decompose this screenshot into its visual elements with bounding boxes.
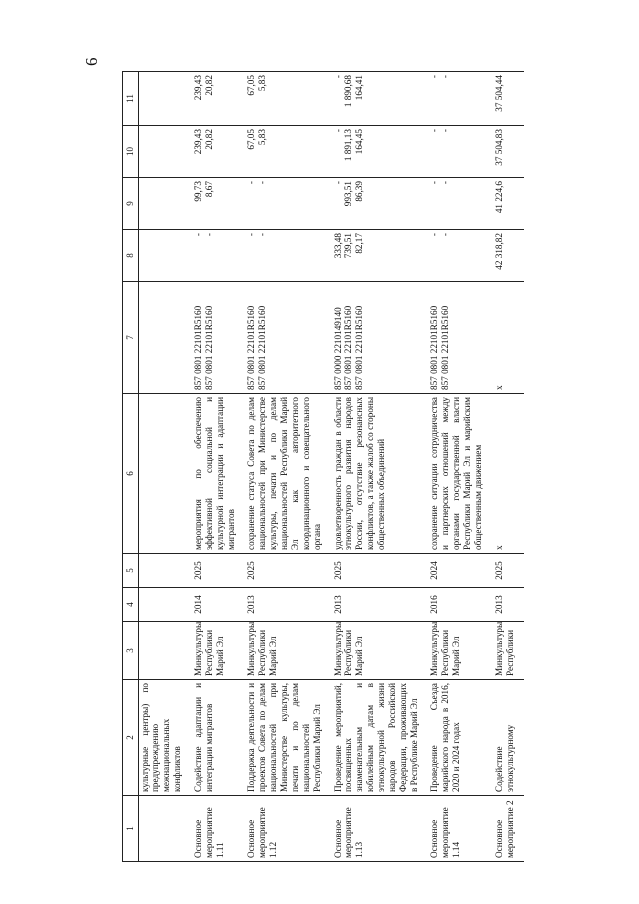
budget-code: [192, 282, 237, 394]
spacer-cell: [485, 178, 493, 230]
value-col-8-value: 82,17: [354, 233, 365, 254]
value-col-11: [332, 72, 421, 126]
expected-result: сохранение ситуации сотрудничества и партнерских отношений между органами государственной власти Республики Марий Эл и марийским общественным движением: [428, 394, 484, 554]
value-col-10-value: 164,45: [354, 129, 365, 155]
budget-code-value: 857 0801 22101R5160: [257, 305, 268, 390]
spacer-cell: [237, 588, 245, 622]
spacer-cell: [237, 72, 245, 126]
value-col-11-value: 164,41: [354, 75, 365, 101]
table-row: [245, 72, 323, 862]
spacer-cell: [485, 282, 493, 394]
value-col-8-value: -: [246, 233, 257, 237]
budget-code-value: 857 0801 22101R5160: [440, 305, 451, 390]
expected-result: сохранение статуса Совета по делам национальностей при Министерстве культуры, печати и по делам национальностей Республики Марий Эл как авторитетного координационного и совещательного органа: [245, 394, 323, 554]
value-col-8: [428, 230, 484, 282]
spacer-cell: [184, 178, 192, 230]
spacer-cell: [420, 796, 428, 862]
spacer-cell: [485, 554, 493, 588]
col-header-7: 7: [123, 282, 139, 394]
executor: Минкультуры Республики Марий Эл: [192, 622, 237, 680]
value-col-10-value: 37 504,83: [493, 129, 504, 166]
table-row: [192, 72, 237, 862]
col-header-3: 3: [123, 622, 139, 680]
budget-code: [332, 282, 421, 394]
spacer-cell: [516, 178, 524, 230]
executor: Минкультуры Республики Марий Эл: [428, 622, 484, 680]
spacer-cell: [420, 72, 428, 126]
spacer-cell: [184, 394, 192, 554]
value-col-11: [493, 72, 517, 126]
spacer-cell: [420, 230, 428, 282]
spacer-cell: [485, 126, 493, 178]
spacer-cell: [516, 282, 524, 394]
row-spacer: [485, 72, 493, 862]
value-col-9-value: 8,67: [203, 181, 214, 198]
row-spacer: [324, 72, 332, 862]
spacer-cell: [184, 72, 192, 126]
spacer-cell: [420, 394, 428, 554]
spacer-cell: [184, 622, 192, 680]
budget-code-value: 857 0801 22101R5160: [354, 305, 365, 390]
expected-result: х: [493, 394, 517, 554]
start-year: 2016: [428, 588, 484, 622]
value-col-11: [245, 72, 323, 126]
rotated-table-container: [122, 72, 602, 862]
value-col-9-value: 41 224,6: [493, 181, 504, 214]
col-header-6: 6: [123, 394, 139, 554]
spacer-cell: [237, 680, 245, 796]
col-header-4: 4: [123, 588, 139, 622]
budget-code: [138, 282, 184, 394]
spacer-cell: [184, 588, 192, 622]
value-col-8-value: -: [429, 233, 440, 237]
row-spacer: [420, 72, 428, 862]
spacer-cell: [324, 554, 332, 588]
budget-code-value: 857 0801 22101R5160: [429, 305, 440, 390]
col-header-1: 1: [123, 796, 139, 862]
col-header-11: 11: [123, 72, 139, 126]
executor: Минкультуры Республики Марий Эл: [332, 622, 421, 680]
activity-name: Проведение мероприятий, посвященных знаменательным и юбилейным датам в этнокультурной жизни народов Российской Федерации, проживающих в Республике Марий Эл: [332, 680, 421, 796]
spacer-cell: [237, 126, 245, 178]
activity-number: [138, 796, 184, 862]
start-year: 2013: [493, 588, 517, 622]
spacer-cell: [324, 622, 332, 680]
spacer-cell: [324, 680, 332, 796]
spacer-cell: [324, 394, 332, 554]
value-col-8: [192, 230, 237, 282]
value-col-11-value: -: [429, 75, 440, 79]
value-col-9: [428, 178, 484, 230]
value-col-8-value: -: [203, 233, 214, 237]
value-col-8: [245, 230, 323, 282]
value-col-9-value: -: [429, 181, 440, 185]
value-col-10-value: 5,83: [257, 129, 268, 146]
spacer-cell: [324, 178, 332, 230]
spacer-cell: [237, 178, 245, 230]
value-col-9-value: -: [246, 181, 257, 185]
spacer-cell: [516, 72, 524, 126]
spacer-cell: [485, 588, 493, 622]
value-col-11-value: 1 890,68: [343, 75, 354, 108]
spacer-cell: [485, 622, 493, 680]
page-number: 6: [82, 57, 101, 66]
row-spacer: [237, 72, 245, 862]
value-col-10-value: -: [332, 129, 343, 133]
spacer-cell: [237, 230, 245, 282]
spacer-cell: [237, 796, 245, 862]
spacer-cell: [420, 588, 428, 622]
value-col-8: [332, 230, 421, 282]
spacer-cell: [324, 126, 332, 178]
executor: Минкультуры Республики Марий Эл: [245, 622, 323, 680]
activity-number: Основное мероприятие 1.13: [332, 796, 421, 862]
budget-code-value: 857 0801 22101R5160: [193, 305, 204, 390]
budget-code-value: 857 0000 2210149140: [332, 307, 343, 390]
end-year: 2025: [192, 554, 237, 588]
activity-name: Проведение Съезда марийского народа в 2016, 2020 и 2024 годах: [428, 680, 484, 796]
executor: [138, 622, 184, 680]
activity-name: культурные центры) по предупреждению межнациональных конфликтов: [138, 680, 184, 796]
spacer-cell: [237, 622, 245, 680]
spacer-cell: [516, 796, 524, 862]
activity-name: Поддержка деятельности и проектов Совета по делам национальностей при Министерстве культуры, печати и по делам национальностей Республики Марий Эл: [245, 680, 323, 796]
spacer-cell: [516, 394, 524, 554]
spacer-cell: [516, 588, 524, 622]
end-year: 2025: [245, 554, 323, 588]
spacer-cell: [516, 554, 524, 588]
value-col-9-value: -: [440, 181, 451, 185]
table-row: [138, 72, 184, 862]
spacer-cell: [516, 230, 524, 282]
spacer-cell: [420, 282, 428, 394]
spacer-cell: [420, 554, 428, 588]
value-col-10-value: -: [429, 129, 440, 133]
spacer-cell: [420, 178, 428, 230]
spacer-cell: [184, 230, 192, 282]
spacer-cell: [485, 230, 493, 282]
spacer-cell: [237, 394, 245, 554]
value-col-11-value: 239,43: [193, 75, 204, 101]
value-col-11-value: 5,83: [257, 75, 268, 92]
program-activities-table: [122, 71, 524, 862]
value-col-10-value: 1 891,13: [343, 129, 354, 162]
value-col-8-value: 333,48: [332, 233, 343, 259]
spacer-cell: [420, 622, 428, 680]
value-col-11: [428, 72, 484, 126]
activity-number: Основное мероприятие 1.12: [245, 796, 323, 862]
value-col-8-value: 42 318,82: [493, 233, 504, 270]
col-header-8: 8: [123, 230, 139, 282]
value-col-9: [332, 178, 421, 230]
value-col-10: [138, 126, 184, 178]
col-header-5: 5: [123, 554, 139, 588]
budget-code: [245, 282, 323, 394]
value-col-9: [138, 178, 184, 230]
value-col-10: [245, 126, 323, 178]
col-header-2: 2: [123, 680, 139, 796]
value-col-11-value: 67,05: [246, 75, 257, 96]
value-col-9: [192, 178, 237, 230]
start-year: 2014: [192, 588, 237, 622]
value-col-10-value: -: [440, 129, 451, 133]
spacer-cell: [485, 394, 493, 554]
budget-code-value: х: [493, 385, 504, 390]
spacer-cell: [184, 680, 192, 796]
value-col-11-value: -: [332, 75, 343, 79]
spacer-cell: [184, 796, 192, 862]
expected-result: удовлетворенность граждан в области этнокультурного развития народов России, отсутствие резонансных конфликтов, а также жалоб со стороны общественных объединений: [332, 394, 421, 554]
value-col-11-value: 20,82: [203, 75, 214, 96]
spacer-cell: [516, 622, 524, 680]
spacer-cell: [420, 126, 428, 178]
value-col-8-value: -: [257, 233, 268, 237]
value-col-8-value: -: [440, 233, 451, 237]
activity-name: Содействие адаптации и интеграции мигрантов: [192, 680, 237, 796]
spacer-cell: [324, 588, 332, 622]
value-col-8: [138, 230, 184, 282]
activity-number: Основное мероприятие 2: [493, 796, 517, 862]
value-col-9-value: 993,51: [343, 181, 354, 207]
budget-code-value: 857 0801 22101R5160: [343, 305, 354, 390]
value-col-11: [192, 72, 237, 126]
start-year: 2013: [245, 588, 323, 622]
start-year: [138, 588, 184, 622]
end-year: 2024: [428, 554, 484, 588]
spacer-cell: [237, 282, 245, 394]
value-col-8-value: 739,51: [343, 233, 354, 259]
spacer-cell: [516, 126, 524, 178]
value-col-10: [428, 126, 484, 178]
value-col-9: [245, 178, 323, 230]
end-year: 2025: [332, 554, 421, 588]
header-row: [123, 72, 139, 862]
value-col-10-value: 67,05: [246, 129, 257, 150]
budget-code-value: 857 0801 22101R5160: [203, 305, 214, 390]
spacer-cell: [516, 680, 524, 796]
activity-name: Содействие этнокультурному: [493, 680, 517, 796]
value-col-8-value: -: [193, 233, 204, 237]
spacer-cell: [485, 680, 493, 796]
spacer-cell: [184, 282, 192, 394]
spacer-cell: [420, 680, 428, 796]
value-col-9-value: 86,39: [354, 181, 365, 202]
budget-code: [428, 282, 484, 394]
executor: Минкультуры Республики: [493, 622, 517, 680]
value-col-11-value: -: [440, 75, 451, 79]
spacer-cell: [324, 72, 332, 126]
value-col-10: [493, 126, 517, 178]
activity-number: Основное мероприятие 1.11: [192, 796, 237, 862]
row-spacer: [184, 72, 192, 862]
spacer-cell: [237, 554, 245, 588]
value-col-11: [138, 72, 184, 126]
spacer-cell: [324, 282, 332, 394]
expected-result: [138, 394, 184, 554]
table-row: [428, 72, 484, 862]
activity-number: Основное мероприятие 1.14: [428, 796, 484, 862]
end-year: [138, 554, 184, 588]
value-col-9-value: -: [257, 181, 268, 185]
value-col-9-value: -: [332, 181, 343, 185]
spacer-cell: [324, 796, 332, 862]
value-col-9: [493, 178, 517, 230]
value-col-8: [493, 230, 517, 282]
table-row: [332, 72, 421, 862]
spacer-cell: [184, 126, 192, 178]
value-col-10-value: 20,82: [203, 129, 214, 150]
table-body: [138, 72, 524, 862]
spacer-cell: [184, 554, 192, 588]
value-col-10: [332, 126, 421, 178]
end-year: 2025: [493, 554, 517, 588]
row-spacer: [516, 72, 524, 862]
spacer-cell: [485, 72, 493, 126]
value-col-10: [192, 126, 237, 178]
value-col-10-value: 239,43: [193, 129, 204, 155]
start-year: 2013: [332, 588, 421, 622]
value-col-9-value: 99,73: [193, 181, 204, 202]
spacer-cell: [324, 230, 332, 282]
table-row: [493, 72, 517, 862]
budget-code: [493, 282, 517, 394]
expected-result: мероприятия по обеспечению эффективной социальной и культурной интеграции и адаптации мигрантов: [192, 394, 237, 554]
budget-code-value: 857 0801 22101R5160: [246, 305, 257, 390]
col-header-9: 9: [123, 178, 139, 230]
value-col-11-value: 37 504,44: [493, 75, 504, 112]
col-header-10: 10: [123, 126, 139, 178]
spacer-cell: [485, 796, 493, 862]
